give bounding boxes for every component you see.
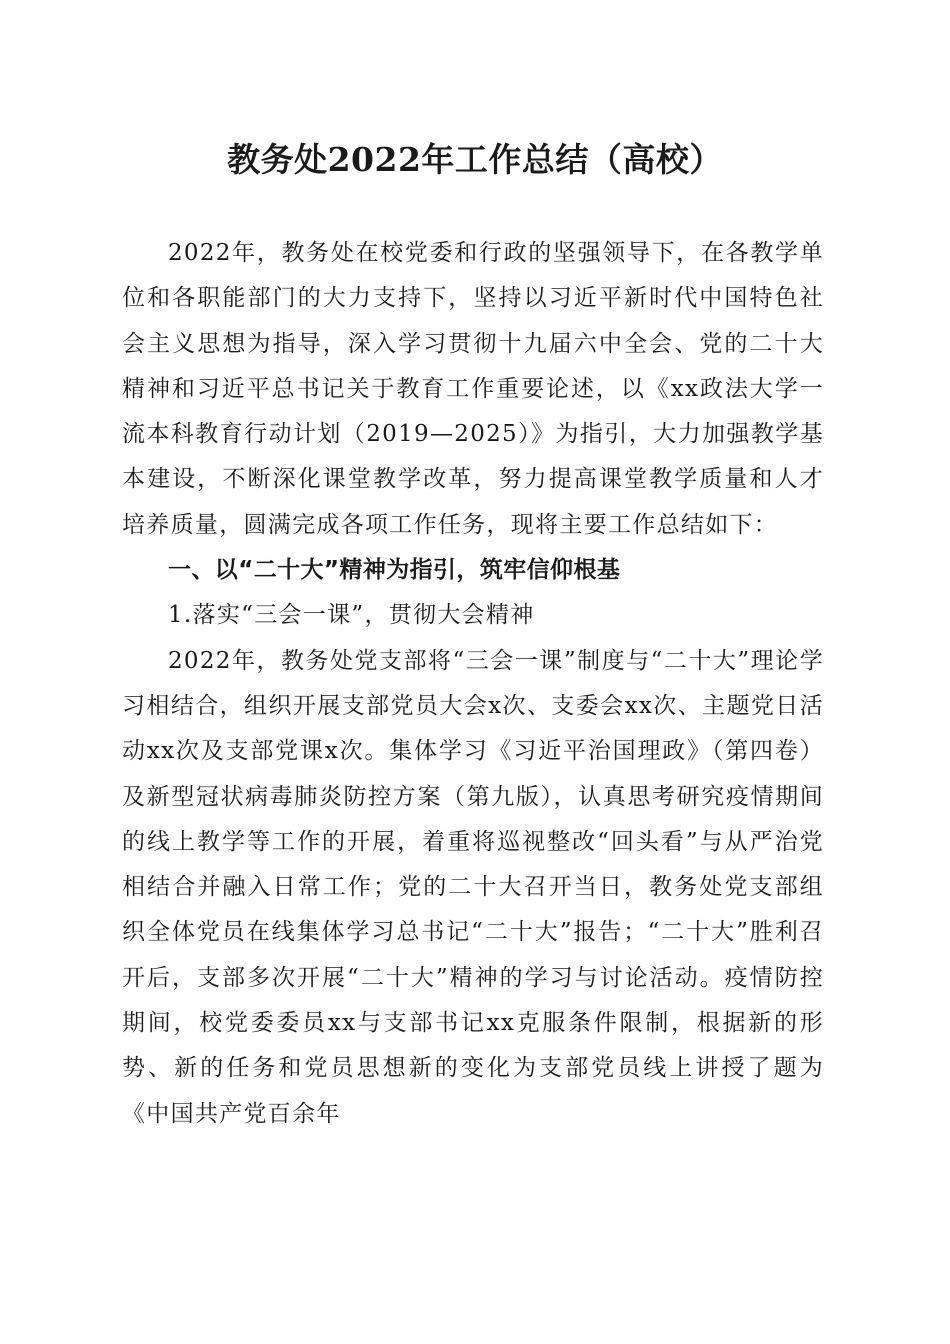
document-body: [122, 231, 824, 1137]
subsection-heading-1-1: 1.落实“三会一课”，贯彻大会精神: [168, 602, 535, 629]
intro-paragraph: 2022年，教务处在校党委和行政的坚强领导下，在各教学单位和各职能部门的大力支持下，坚持以习近平新时代中国特色社会主义思想为指导，深入学习贯彻十九届六中全会、党的二十大精神和习近平总书记关于教育工作重要论述，以《xx政法大学一流本科教育行动计划（2019—2025）》为指引，大力加强教学基本建设，不断深化课堂教学改革，努力提高课堂教学质量和人才培养质量，圆满完成各项工作任务，现将主要工作总结如下：: [122, 240, 824, 538]
body-paragraph: 2022年，教务处党支部将“三会一课”制度与“二十大”理论学习相结合，组织开展支部党员大会x次、支委会xx次、主题党日活动xx次及支部党课x次。集体学习《习近平治国理政》（第四卷）及新型冠状病毒肺炎防控方案（第九版），认真思考研究疫情期间的线上教学等工作的开展，着重将巡视整改“回头看”与从严治党相结合并融入日常工作；党的二十大召开当日，教务处党支部组织全体党员在线集体学习总书记“二十大”报告；“二十大”胜利召开后，支部多次开展“二十大”精神的学习与讨论活动。疫情防控期间，校党委委员xx与支部书记xx克服条件限制，根据新的形势、新的任务和党员思想新的变化为支部党员线上讲授了题为《中国共产党百余年: [122, 647, 824, 1127]
document-title: 教务处2022年工作总结（高校）: [227, 140, 723, 179]
section-heading-1: 一、以“二十大”精神为指引，筑牢信仰根基: [168, 557, 621, 584]
